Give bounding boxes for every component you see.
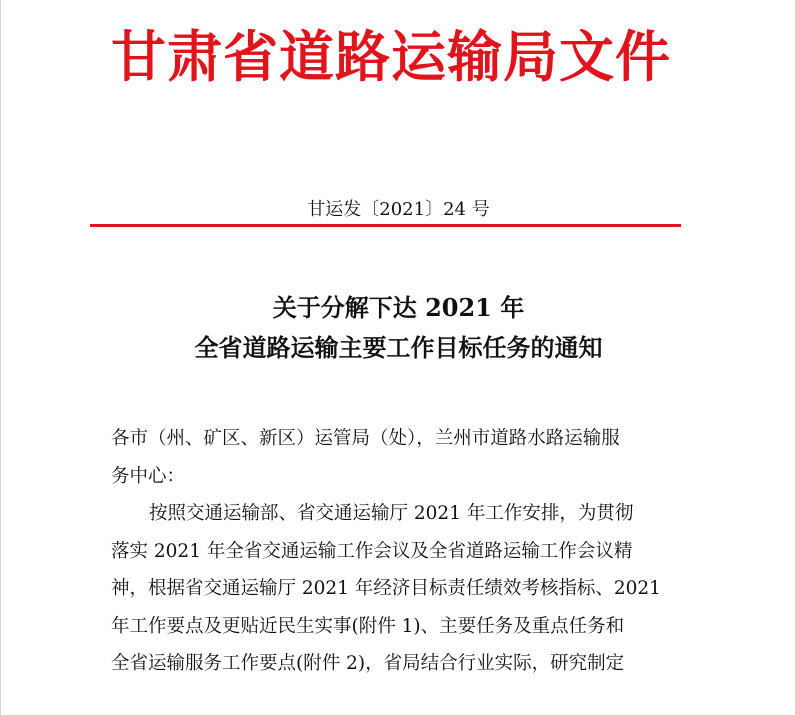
document-number: 甘运发〔2021〕24 号 [307, 199, 490, 220]
body-text [111, 420, 687, 683]
body-line: 全省运输服务工作要点(附件 2)，省局结合行业实际，研究制定 [111, 653, 625, 674]
body-line: 落实 2021 年全省交通运输工作会议及全省道路运输工作会议精 [111, 540, 633, 562]
body-line: 务中心： [111, 465, 186, 487]
body-line: 按照交通运输部、省交通运输厅 2021 年工作安排，为贯彻 [149, 503, 634, 524]
notice-title-line-2: 全省道路运输主要工作目标任务的通知 [194, 333, 603, 362]
body-line: 神，根据省交通运输厅 2021 年经济目标责任绩效考核指标、2021 [111, 578, 661, 599]
notice-title [1, 288, 795, 368]
notice-title-line-1: 关于分解下达 2021 年 [272, 293, 525, 322]
body-line: 各市（州、矿区、新区）运管局（处），兰州市道路水路运输服 [111, 428, 620, 449]
document-header-title: 甘肃省道路运输局文件 [111, 25, 672, 89]
red-divider-line [90, 224, 681, 227]
body-line: 年工作要点及更贴近民生实事(附件 1)、主要任务及重点任务和 [111, 615, 625, 637]
